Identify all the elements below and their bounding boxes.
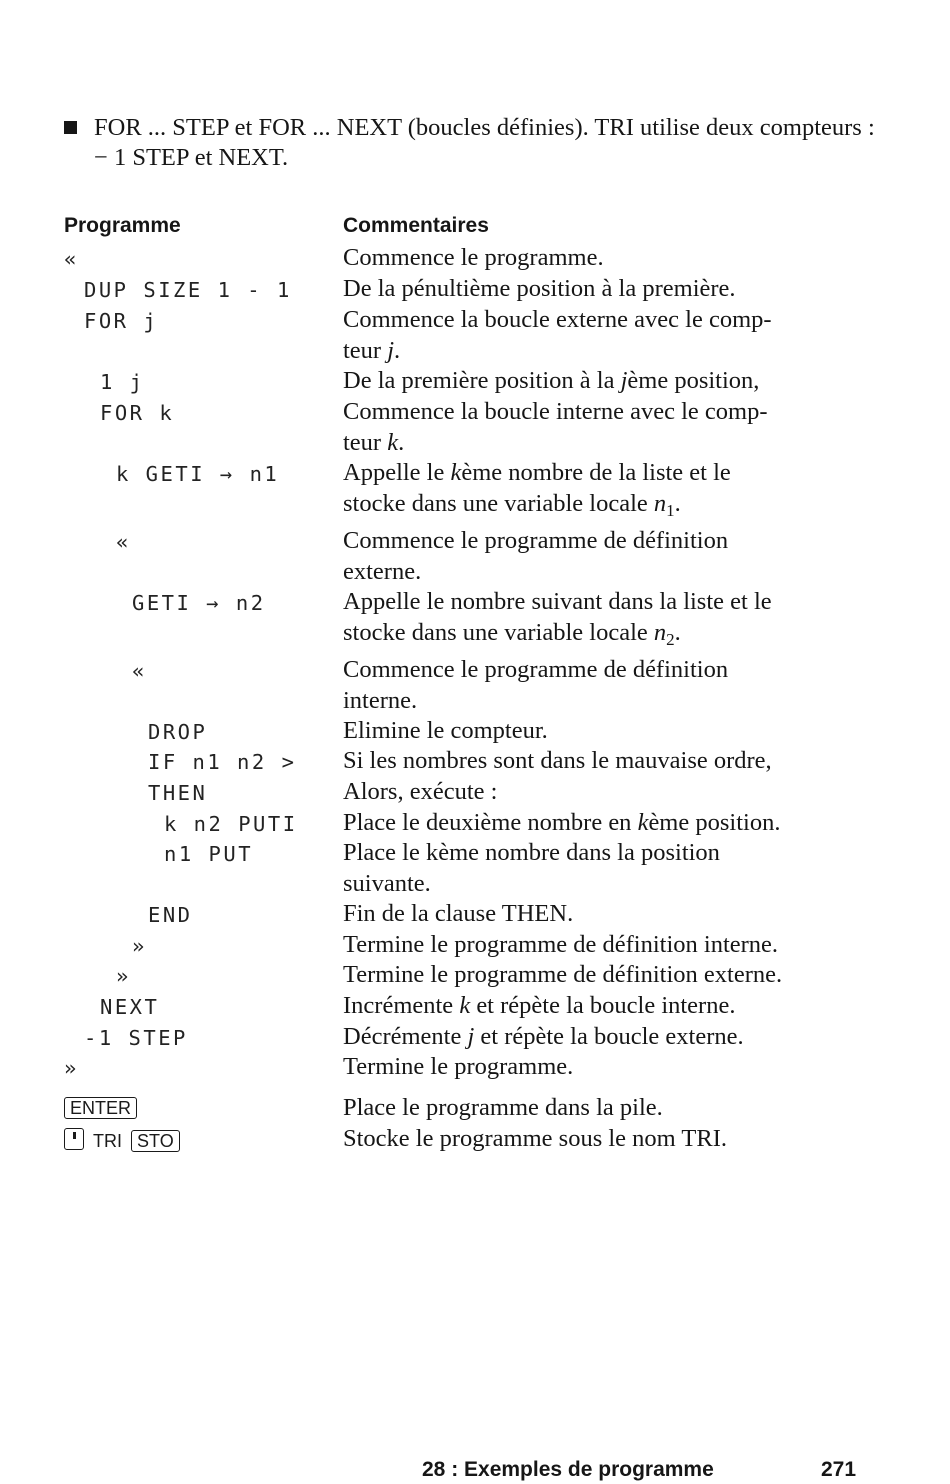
comment-text: Termine le programme de définition interne. [343,931,779,958]
comment-text: Commence la boucle externe avec le comp- teur j. [343,306,772,364]
code-line: k n2 PUTI [164,812,298,836]
comment-text: Si les nombres sont dans le mauvaise ordre, [343,747,772,774]
code-line: DROP [148,720,208,744]
comment-text: Décrémente j et répète la boucle externe. [343,1023,744,1050]
code-line: » [116,964,131,988]
comment-text: Commence le programme de définition interne. [343,656,729,714]
code-line: » [132,934,147,958]
comment-text: Appelle le kème nombre de la liste et le stocke dans une variable locale $n_1$. [343,459,731,520]
comment-text: Place le kème nombre dans la position suivante. [343,839,720,897]
page-number: 271 [821,1458,857,1481]
comment-text: Incrémente k et répète la boucle interne. [343,992,736,1019]
keystroke-sequence [64,1128,180,1152]
comment-text: Appelle le nombre suivant dans la liste et le stocke dans une variable locale $n_2$. [343,588,772,649]
comment-text: Commence le programme de définition externe. [343,527,729,585]
comment-text: Fin de la clause THEN. [343,900,574,927]
code-line: FOR j [84,309,159,333]
code-line: « [64,247,79,271]
comment-text: Elimine le compteur. [343,717,548,744]
footer-chapter-title: 28 : Exemples de programme [422,1458,714,1481]
code-line: n1 PUT [164,842,254,866]
comment-text: Commence le programme. [343,244,604,271]
tick-key-icon [64,1128,84,1150]
comment-text: Place le programme dans la pile. [343,1094,663,1121]
comments-column-header: Commentaires [343,214,489,237]
code-line: « [116,530,131,554]
code-line: k GETI → n1 [116,462,280,486]
code-line: 1 j [100,370,145,394]
code-line: GETI → n2 [132,591,266,615]
code-line: NEXT [100,995,160,1019]
code-line: » [64,1056,79,1080]
code-line: « [132,659,147,683]
comment-text: Termine le programme de définition externe. [343,961,783,988]
comment-text: Termine le programme. [343,1053,574,1080]
code-line: THEN [148,781,208,805]
sto-key: STO [131,1130,180,1152]
code-line: END [148,903,193,927]
comment-text: De la première position à la jème position, [343,367,760,394]
code-line: -1 STEP [84,1026,188,1050]
enter-key: ENTER [64,1097,137,1119]
comment-text: Alors, exécute : [343,778,498,805]
tri-label: TRI [93,1131,123,1151]
comment-text: De la pénultième position à la première. [343,275,736,302]
square-bullet-icon [64,121,77,134]
comment-text: Stocke le programme sous le nom TRI. [343,1125,727,1152]
code-line: IF n1 n2 > [148,750,297,774]
code-line: DUP SIZE 1 - 1 [84,278,292,302]
intro-text: FOR ... STEP et FOR ... NEXT (boucles définies). TRI utilise deux compteurs : − 1 STEP et NEXT. [94,114,875,171]
code-line: FOR k [100,401,175,425]
keystroke-sequence [64,1097,137,1119]
comment-text: Place le deuxième nombre en kème position. [343,809,781,836]
program-column-header: Programme [64,214,181,237]
comment-text: Commence la boucle interne avec le comp- teur k. [343,398,768,456]
